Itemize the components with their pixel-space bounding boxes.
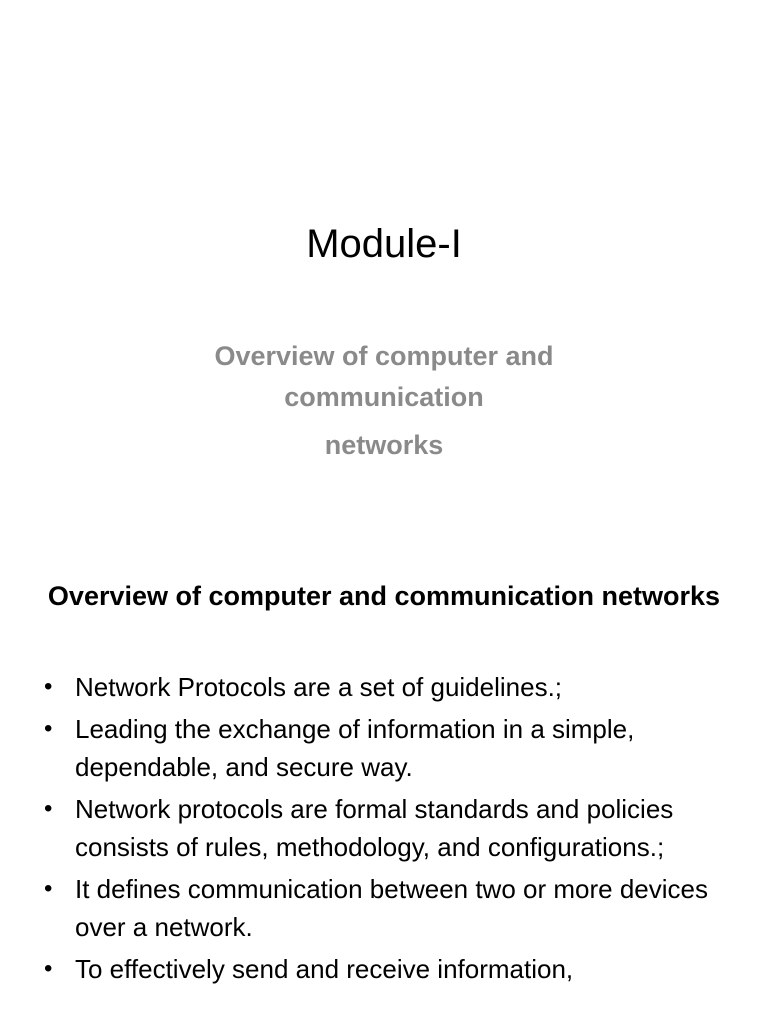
- module-subtitle: [150, 336, 618, 466]
- module-title: Module-I: [306, 222, 462, 266]
- bullet-item: [0, 870, 768, 946]
- bullet-text: To effectively send and receive information,: [75, 954, 574, 984]
- subtitle-line-1: Overview of computer and communication: [214, 341, 554, 412]
- bullet-text: Network Protocols are a set of guidelines.;: [75, 672, 563, 702]
- bullet-item: [0, 950, 768, 988]
- bullet-icon: •: [44, 673, 53, 700]
- content-heading: Overview of computer and communication networks: [47, 581, 721, 611]
- bullet-icon: •: [44, 795, 53, 822]
- bullet-item: [0, 710, 768, 786]
- bullet-item: [0, 790, 768, 866]
- bullet-text: Leading the exchange of information in a simple, dependable, and secure way.: [75, 714, 635, 782]
- bullet-text: It defines communication between two or more devices over a network.: [75, 874, 708, 942]
- bullet-icon: •: [44, 715, 53, 742]
- bullet-icon: •: [44, 875, 53, 902]
- bullet-item: [0, 668, 768, 706]
- bullet-icon: •: [44, 955, 53, 982]
- content-slide: [0, 512, 768, 1024]
- subtitle-line-2: networks: [324, 430, 444, 460]
- bullet-list: [0, 668, 768, 992]
- bullet-text: Network protocols are formal standards and policies consists of rules, methodology, and configurations.;: [75, 794, 674, 862]
